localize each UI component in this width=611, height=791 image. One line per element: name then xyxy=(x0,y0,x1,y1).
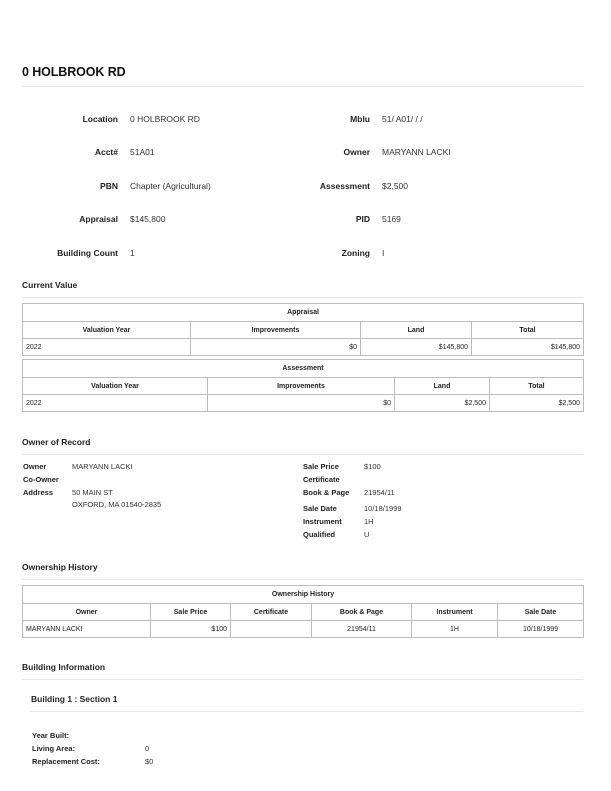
owner-of-record-heading: Owner of Record xyxy=(22,437,91,447)
building-information-heading: Building Information xyxy=(22,662,106,672)
column-header: Valuation Year xyxy=(23,322,191,339)
summary-label-owner: Owner xyxy=(343,147,370,157)
table-cell xyxy=(231,621,312,638)
assessment-caption: Assessment xyxy=(23,360,584,378)
column-header: Total xyxy=(472,322,584,339)
summary-value-zoning: I xyxy=(382,248,385,258)
summary-label-mblu: Mblu xyxy=(350,114,370,124)
column-header: Total xyxy=(490,378,584,395)
summary-label-pbn: PBN xyxy=(100,181,118,191)
ownership-history-table xyxy=(22,585,584,638)
ownership-history-divider xyxy=(22,579,583,580)
table-cell: 21954/11 xyxy=(312,621,412,638)
table-cell: 2022 xyxy=(23,339,191,356)
ownership-history-caption: Ownership History xyxy=(23,586,584,604)
table-row xyxy=(23,339,584,356)
building-information-divider xyxy=(22,679,583,680)
column-header: Owner xyxy=(23,604,151,621)
table-cell: $145,800 xyxy=(472,339,584,356)
column-header: Sale Price xyxy=(151,604,231,621)
instrument-value: 1H xyxy=(364,517,374,526)
table-cell: 2022 xyxy=(23,395,208,412)
column-header: Improvements xyxy=(208,378,395,395)
table-row xyxy=(23,395,584,412)
summary-value-location: 0 HOLBROOK RD xyxy=(130,114,200,124)
summary-label-assessment: Assessment xyxy=(319,181,370,191)
summary-value-owner: MARYANN LACKI xyxy=(382,147,451,157)
table-cell: $145,800 xyxy=(361,339,472,356)
summary-value-acct: 51A01 xyxy=(130,147,155,157)
summary-label-pid: PID xyxy=(355,214,370,224)
column-header: Improvements xyxy=(191,322,361,339)
column-header: Land xyxy=(395,378,490,395)
living-area-label: Living Area: xyxy=(32,744,76,753)
column-header: Sale Date xyxy=(498,604,584,621)
table-cell: $2,500 xyxy=(395,395,490,412)
ownership-history-heading: Ownership History xyxy=(22,562,98,572)
summary-value-pbn: Chapter (Agricultural) xyxy=(130,181,211,191)
table-cell: $2,500 xyxy=(490,395,584,412)
column-header: Valuation Year xyxy=(23,378,208,395)
summary-value-appraisal: $145,800 xyxy=(130,214,166,224)
summary-label-appraisal: Appraisal xyxy=(79,214,118,224)
appraisal-caption: Appraisal xyxy=(23,304,584,322)
table-row xyxy=(23,621,584,638)
sale-date-value: 10/18/1999 xyxy=(364,504,402,513)
column-header: Book & Page xyxy=(312,604,412,621)
table-cell: 1H xyxy=(412,621,498,638)
replacement-cost-value: $0 xyxy=(145,757,154,766)
page-title: 0 HOLBROOK RD xyxy=(22,65,126,79)
year-built-label: Year Built: xyxy=(32,731,70,740)
ownership-history-header-row xyxy=(23,604,584,621)
column-header: Land xyxy=(361,322,472,339)
assessment-table xyxy=(22,359,584,412)
summary-label-building-count: Building Count xyxy=(57,248,118,258)
owner-value: MARYANN LACKI xyxy=(72,462,133,471)
column-header: Certificate xyxy=(231,604,312,621)
certificate-label: Certificate xyxy=(303,475,340,484)
current-value-heading: Current Value xyxy=(22,280,78,290)
summary-value-mblu: 51/ A01/ / / xyxy=(382,114,423,124)
owner-of-record-divider xyxy=(22,454,583,455)
summary-label-location: Location xyxy=(82,114,118,124)
address-label: Address xyxy=(23,488,54,497)
table-cell: $0 xyxy=(208,395,395,412)
summary-value-building-count: 1 xyxy=(130,248,135,258)
summary-value-assessment: $2,500 xyxy=(382,181,408,191)
book-page-label: Book & Page xyxy=(303,488,350,497)
summary-label-zoning: Zoning xyxy=(341,248,370,258)
assessment-header-row xyxy=(23,378,584,395)
table-cell: 10/18/1999 xyxy=(498,621,584,638)
instrument-label: Instrument xyxy=(303,517,342,526)
building-section-divider xyxy=(30,711,583,712)
qualified-value: U xyxy=(364,530,370,539)
sale-date-label: Sale Date xyxy=(303,504,337,513)
qualified-label: Qualified xyxy=(303,530,336,539)
appraisal-header-row xyxy=(23,322,584,339)
living-area-value: 0 xyxy=(145,744,150,753)
summary-label-acct: Acct# xyxy=(94,147,118,157)
address-line-2: OXFORD, MA 01540-2835 xyxy=(72,500,162,509)
building-section-heading: Building 1 : Section 1 xyxy=(31,694,118,704)
table-cell: $0 xyxy=(191,339,361,356)
appraisal-table xyxy=(22,303,584,356)
address-line-1: 50 MAIN ST xyxy=(72,488,113,497)
current-value-divider xyxy=(22,297,583,298)
summary-value-pid: 5169 xyxy=(382,214,401,224)
title-divider xyxy=(22,86,583,87)
sale-price-label: Sale Price xyxy=(303,462,339,471)
co-owner-label: Co-Owner xyxy=(23,475,59,484)
table-cell: MARYANN LACKI xyxy=(23,621,151,638)
book-page-value: 21954/11 xyxy=(364,488,395,497)
owner-label: Owner xyxy=(23,462,47,471)
table-cell: $100 xyxy=(151,621,231,638)
sale-price-value: $100 xyxy=(364,462,381,471)
column-header: Instrument xyxy=(412,604,498,621)
replacement-cost-label: Replacement Cost: xyxy=(32,757,100,766)
